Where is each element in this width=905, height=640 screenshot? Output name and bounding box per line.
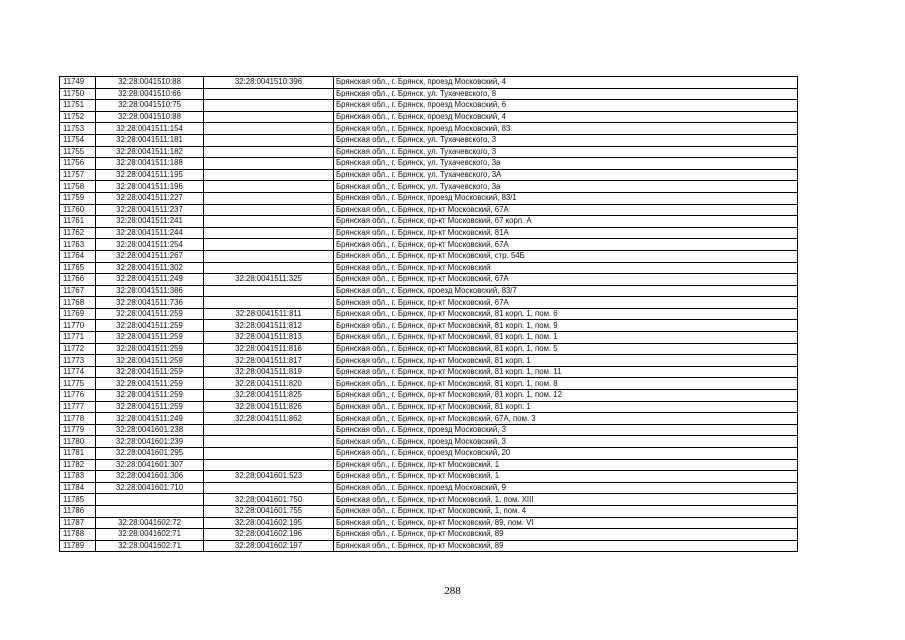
table-row [60, 390, 798, 402]
land-cadastral-number-cell: 32:28:0041511:241 [96, 216, 204, 228]
object-cadastral-number-cell: 32:28:0041511:826 [204, 401, 334, 413]
table-row [60, 262, 798, 274]
row-number-cell: 11770 [60, 320, 96, 332]
table-row [60, 158, 798, 170]
object-cadastral-number-cell: 32:28:0041511:813 [204, 332, 334, 344]
address-cell: Брянская обл., г. Брянск, пр-кт Московский, 81 корп. 1 [334, 355, 798, 367]
address-cell: Брянская обл., г. Брянск, пр-кт Московский, 81 корп. 1, пом. 11 [334, 366, 798, 378]
table-row [60, 505, 798, 517]
row-number-cell: 11769 [60, 308, 96, 320]
object-cadastral-number-cell [204, 297, 334, 309]
address-cell: Брянская обл., г. Брянск, проезд Московский, 83/1 [334, 192, 798, 204]
table-row [60, 366, 798, 378]
object-cadastral-number-cell [204, 88, 334, 100]
table-row [60, 169, 798, 181]
object-cadastral-number-cell [204, 459, 334, 471]
address-cell: Брянская обл., г. Брянск, проезд Московский, 83/7 [334, 285, 798, 297]
table-row [60, 216, 798, 228]
row-number-cell: 11765 [60, 262, 96, 274]
object-cadastral-number-cell [204, 134, 334, 146]
land-cadastral-number-cell: 32:28:0041511:237 [96, 204, 204, 216]
land-cadastral-number-cell: 32:28:0041511:736 [96, 297, 204, 309]
address-cell: Брянская обл., г. Брянск, проезд Московский, 3 [334, 436, 798, 448]
object-cadastral-number-cell: 32:28:0041511:817 [204, 355, 334, 367]
address-cell: Брянская обл., г. Брянск, пр-кт Московский, 81 корп. 1, пом. 5 [334, 343, 798, 355]
table-row [60, 192, 798, 204]
table-row [60, 285, 798, 297]
row-number-cell: 11755 [60, 146, 96, 158]
row-number-cell: 11764 [60, 250, 96, 262]
address-cell: Брянская обл., г. Брянск, проезд Московский, 4 [334, 111, 798, 123]
row-number-cell: 11786 [60, 505, 96, 517]
object-cadastral-number-cell [204, 181, 334, 193]
address-cell: Брянская обл., г. Брянск, пр-кт Московский, стр. 54Б [334, 250, 798, 262]
object-cadastral-number-cell: 32:28:0041511:820 [204, 378, 334, 390]
row-number-cell: 11778 [60, 413, 96, 425]
row-number-cell: 11787 [60, 517, 96, 529]
land-cadastral-number-cell: 32:28:0041602:72 [96, 517, 204, 529]
table-row [60, 378, 798, 390]
land-cadastral-number-cell: 32:28:0041511:259 [96, 390, 204, 402]
row-number-cell: 11766 [60, 274, 96, 286]
address-cell: Брянская обл., г. Брянск, пр-кт Московский, 81 корп. 1, пом. 8 [334, 378, 798, 390]
table-row [60, 88, 798, 100]
address-cell: Брянская обл., г. Брянск, проезд Московский, 3 [334, 424, 798, 436]
table-row [60, 111, 798, 123]
land-cadastral-number-cell: 32:28:0041511:244 [96, 227, 204, 239]
object-cadastral-number-cell [204, 111, 334, 123]
table-row [60, 424, 798, 436]
table-row [60, 517, 798, 529]
land-cadastral-number-cell: 32:28:0041511:196 [96, 181, 204, 193]
land-cadastral-number-cell: 32:28:0041510:66 [96, 88, 204, 100]
object-cadastral-number-cell: 32:28:0041601:523 [204, 471, 334, 483]
land-cadastral-number-cell: 32:28:0041511:154 [96, 123, 204, 135]
address-cell: Брянская обл., г. Брянск, ул. Тухачевского, 3 [334, 146, 798, 158]
object-cadastral-number-cell [204, 146, 334, 158]
land-cadastral-number-cell: 32:28:0041511:249 [96, 413, 204, 425]
address-cell: Брянская обл., г. Брянск, ул. Тухачевского, 3 [334, 134, 798, 146]
address-cell: Брянская обл., г. Брянск, пр-кт Московский, 67 корп. А [334, 216, 798, 228]
row-number-cell: 11752 [60, 111, 96, 123]
row-number-cell: 11775 [60, 378, 96, 390]
table-row [60, 146, 798, 158]
row-number-cell: 11751 [60, 100, 96, 112]
object-cadastral-number-cell: 32:28:0041511:816 [204, 343, 334, 355]
row-number-cell: 11761 [60, 216, 96, 228]
table-row [60, 239, 798, 251]
table-row [60, 482, 798, 494]
address-cell: Брянская обл., г. Брянск, проезд Московский, 4 [334, 77, 798, 89]
address-cell: Брянская обл., г. Брянск, пр-кт Московский, 89 [334, 540, 798, 552]
object-cadastral-number-cell: 32:28:0041511:862 [204, 413, 334, 425]
object-cadastral-number-cell: 32:28:0041511:825 [204, 390, 334, 402]
address-cell: Брянская обл., г. Брянск, пр-кт Московский, 1 [334, 471, 798, 483]
object-cadastral-number-cell [204, 239, 334, 251]
address-cell: Брянская обл., г. Брянск, проезд Московский, 6 [334, 100, 798, 112]
object-cadastral-number-cell [204, 482, 334, 494]
object-cadastral-number-cell: 32:28:0041602:196 [204, 529, 334, 541]
land-cadastral-number-cell: 32:28:0041510:75 [96, 100, 204, 112]
row-number-cell: 11789 [60, 540, 96, 552]
row-number-cell: 11776 [60, 390, 96, 402]
object-cadastral-number-cell: 32:28:0041511:812 [204, 320, 334, 332]
table-row [60, 227, 798, 239]
table-row [60, 204, 798, 216]
object-cadastral-number-cell: 32:28:0041510:396 [204, 77, 334, 89]
land-cadastral-number-cell: 32:28:0041601:239 [96, 436, 204, 448]
land-cadastral-number-cell [96, 505, 204, 517]
row-number-cell: 11785 [60, 494, 96, 506]
land-cadastral-number-cell: 32:28:0041511:249 [96, 274, 204, 286]
table-row [60, 448, 798, 460]
address-cell: Брянская обл., г. Брянск, пр-кт Московский, 1, пом. XIII [334, 494, 798, 506]
table-row [60, 181, 798, 193]
address-cell: Брянская обл., г. Брянск, пр-кт Московский, 89 [334, 529, 798, 541]
row-number-cell: 11768 [60, 297, 96, 309]
row-number-cell: 11783 [60, 471, 96, 483]
object-cadastral-number-cell [204, 123, 334, 135]
land-cadastral-number-cell: 32:28:0041511:182 [96, 146, 204, 158]
address-cell: Брянская обл., г. Брянск, проезд Московский, 83 [334, 123, 798, 135]
land-cadastral-number-cell: 32:28:0041511:259 [96, 343, 204, 355]
land-cadastral-number-cell: 32:28:0041601:238 [96, 424, 204, 436]
row-number-cell: 11762 [60, 227, 96, 239]
address-cell: Брянская обл., г. Брянск, пр-кт Московский, 67А [334, 297, 798, 309]
land-cadastral-number-cell: 32:28:0041511:386 [96, 285, 204, 297]
table-row [60, 494, 798, 506]
land-cadastral-number-cell: 32:28:0041511:227 [96, 192, 204, 204]
land-cadastral-number-cell: 32:28:0041602:71 [96, 529, 204, 541]
address-cell: Брянская обл., г. Брянск, пр-кт Московский, 81 корп. 1, пом. 9 [334, 320, 798, 332]
object-cadastral-number-cell [204, 216, 334, 228]
land-cadastral-number-cell: 32:28:0041601:307 [96, 459, 204, 471]
row-number-cell: 11774 [60, 366, 96, 378]
land-cadastral-number-cell [96, 494, 204, 506]
table-row [60, 77, 798, 89]
object-cadastral-number-cell [204, 227, 334, 239]
address-cell: Брянская обл., г. Брянск, пр-кт Московский, 81 корп. 1, пом. 1 [334, 332, 798, 344]
land-cadastral-number-cell: 32:28:0041602:71 [96, 540, 204, 552]
row-number-cell: 11772 [60, 343, 96, 355]
table-row [60, 459, 798, 471]
object-cadastral-number-cell [204, 262, 334, 274]
table-row [60, 436, 798, 448]
land-cadastral-number-cell: 32:28:0041511:181 [96, 134, 204, 146]
row-number-cell: 11758 [60, 181, 96, 193]
object-cadastral-number-cell [204, 204, 334, 216]
address-cell: Брянская обл., г. Брянск, ул. Тухачевского, 3А [334, 169, 798, 181]
table-row [60, 100, 798, 112]
object-cadastral-number-cell [204, 448, 334, 460]
table-row [60, 250, 798, 262]
address-cell: Брянская обл., г. Брянск, пр-кт Московский, 1, пом. 4 [334, 505, 798, 517]
object-cadastral-number-cell [204, 436, 334, 448]
object-cadastral-number-cell [204, 285, 334, 297]
table-row [60, 471, 798, 483]
land-cadastral-number-cell: 32:28:0041511:195 [96, 169, 204, 181]
land-cadastral-number-cell: 32:28:0041601:306 [96, 471, 204, 483]
object-cadastral-number-cell: 32:28:0041602:195 [204, 517, 334, 529]
table-row [60, 274, 798, 286]
table-row [60, 343, 798, 355]
row-number-cell: 11782 [60, 459, 96, 471]
address-cell: Брянская обл., г. Брянск, ул. Тухачевского, 8 [334, 88, 798, 100]
address-cell: Брянская обл., г. Брянск, ул. Тухачевского, 3а [334, 158, 798, 170]
row-number-cell: 11753 [60, 123, 96, 135]
object-cadastral-number-cell [204, 100, 334, 112]
row-number-cell: 11767 [60, 285, 96, 297]
row-number-cell: 11777 [60, 401, 96, 413]
land-cadastral-number-cell: 32:28:0041510:88 [96, 111, 204, 123]
address-cell: Брянская обл., г. Брянск, пр-кт Московский, 81 корп. 1, пом. 6 [334, 308, 798, 320]
land-cadastral-number-cell: 32:28:0041511:254 [96, 239, 204, 251]
land-cadastral-number-cell: 32:28:0041511:188 [96, 158, 204, 170]
table-row [60, 123, 798, 135]
table-row [60, 540, 798, 552]
object-cadastral-number-cell: 32:28:0041601:750 [204, 494, 334, 506]
address-cell: Брянская обл., г. Брянск, пр-кт Московский, 1 [334, 459, 798, 471]
row-number-cell: 11760 [60, 204, 96, 216]
address-cell: Брянская обл., г. Брянск, пр-кт Московский, 67А [334, 204, 798, 216]
row-number-cell: 11779 [60, 424, 96, 436]
row-number-cell: 11781 [60, 448, 96, 460]
row-number-cell: 11750 [60, 88, 96, 100]
row-number-cell: 11763 [60, 239, 96, 251]
object-cadastral-number-cell [204, 424, 334, 436]
land-cadastral-number-cell: 32:28:0041511:259 [96, 332, 204, 344]
land-cadastral-number-cell: 32:28:0041511:267 [96, 250, 204, 262]
address-cell: Брянская обл., г. Брянск, проезд Московский, 9 [334, 482, 798, 494]
row-number-cell: 11780 [60, 436, 96, 448]
address-cell: Брянская обл., г. Брянск, пр-кт Московский, 67А, пом. 3 [334, 413, 798, 425]
address-cell: Брянская обл., г. Брянск, пр-кт Московский, 81А [334, 227, 798, 239]
address-cell: Брянская обл., г. Брянск, пр-кт Московский, 67А [334, 274, 798, 286]
table-row [60, 413, 798, 425]
object-cadastral-number-cell: 32:28:0041511:325 [204, 274, 334, 286]
land-cadastral-number-cell: 32:28:0041601:295 [96, 448, 204, 460]
object-cadastral-number-cell: 32:28:0041511:819 [204, 366, 334, 378]
row-number-cell: 11757 [60, 169, 96, 181]
land-cadastral-number-cell: 32:28:0041511:259 [96, 366, 204, 378]
address-cell: Брянская обл., г. Брянск, проезд Московский, 20 [334, 448, 798, 460]
land-cadastral-number-cell: 32:28:0041511:259 [96, 355, 204, 367]
object-cadastral-number-cell [204, 250, 334, 262]
object-cadastral-number-cell [204, 169, 334, 181]
table-row [60, 308, 798, 320]
cadastral-table [59, 76, 798, 552]
row-number-cell: 11771 [60, 332, 96, 344]
land-cadastral-number-cell: 32:28:0041511:259 [96, 378, 204, 390]
table-row [60, 355, 798, 367]
address-cell: Брянская обл., г. Брянск, пр-кт Московский [334, 262, 798, 274]
address-cell: Брянская обл., г. Брянск, ул. Тухачевского, 3а [334, 181, 798, 193]
row-number-cell: 11788 [60, 529, 96, 541]
land-cadastral-number-cell: 32:28:0041511:302 [96, 262, 204, 274]
land-cadastral-number-cell: 32:28:0041511:259 [96, 401, 204, 413]
row-number-cell: 11749 [60, 77, 96, 89]
land-cadastral-number-cell: 32:28:0041601:710 [96, 482, 204, 494]
address-cell: Брянская обл., г. Брянск, пр-кт Московский, 81 корп. 1, пом. 12 [334, 390, 798, 402]
address-cell: Брянская обл., г. Брянск, пр-кт Московский, 89, пом. VI [334, 517, 798, 529]
table-row [60, 320, 798, 332]
page-number: 288 [444, 585, 461, 597]
row-number-cell: 11754 [60, 134, 96, 146]
land-cadastral-number-cell: 32:28:0041510:88 [96, 77, 204, 89]
table-row [60, 332, 798, 344]
land-cadastral-number-cell: 32:28:0041511:259 [96, 320, 204, 332]
table-row [60, 134, 798, 146]
object-cadastral-number-cell: 32:28:0041602:197 [204, 540, 334, 552]
table-body [60, 77, 798, 552]
object-cadastral-number-cell: 32:28:0041601:755 [204, 505, 334, 517]
table-row [60, 529, 798, 541]
object-cadastral-number-cell: 32:28:0041511:811 [204, 308, 334, 320]
object-cadastral-number-cell [204, 158, 334, 170]
table-row [60, 297, 798, 309]
address-cell: Брянская обл., г. Брянск, пр-кт Московский, 67А [334, 239, 798, 251]
table-row [60, 401, 798, 413]
land-cadastral-number-cell: 32:28:0041511:259 [96, 308, 204, 320]
row-number-cell: 11784 [60, 482, 96, 494]
address-cell: Брянская обл., г. Брянск, пр-кт Московский, 81 корп. 1 [334, 401, 798, 413]
row-number-cell: 11773 [60, 355, 96, 367]
row-number-cell: 11756 [60, 158, 96, 170]
object-cadastral-number-cell [204, 192, 334, 204]
row-number-cell: 11759 [60, 192, 96, 204]
